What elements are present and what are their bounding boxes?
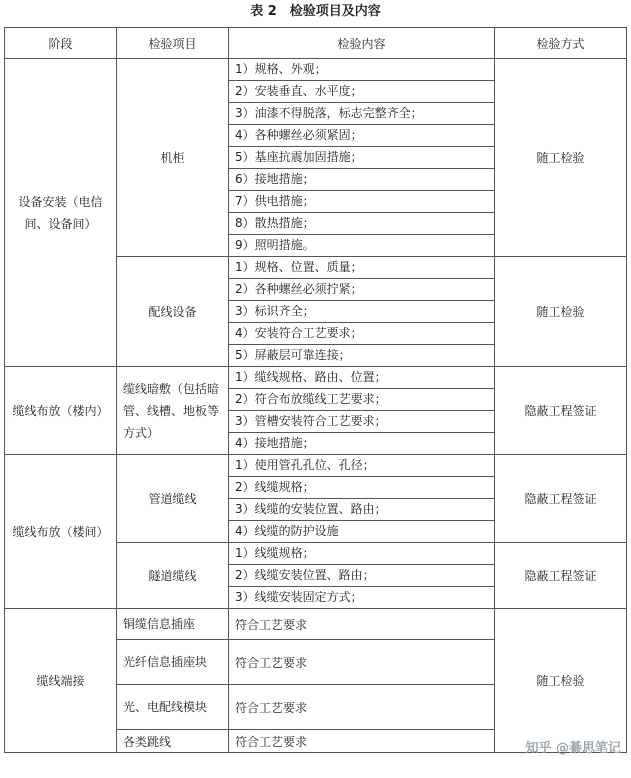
content-cell: 1）规格、位置、质量；	[229, 257, 495, 279]
content-cell: 符合工艺要求	[229, 685, 495, 730]
item-cell: 管道缆线	[117, 455, 229, 543]
content-cell: 1）缆线规格、路由、位置；	[229, 367, 495, 389]
content-cell: 3）线缆安装固定方式；	[229, 587, 495, 609]
content-cell: 3）油漆不得脱落，标志完整齐全；	[229, 103, 495, 125]
table-row	[5, 367, 627, 389]
content-cell: 1）规格、外观；	[229, 59, 495, 81]
table-row	[5, 59, 627, 81]
method-cell: 随工检验	[495, 59, 627, 257]
item-cell: 隧道缆线	[117, 543, 229, 609]
item-cell: 缆线暗敷（包括暗管、线槽、地板等方式）	[117, 367, 229, 455]
item-cell: 机柜	[117, 59, 229, 257]
inspection-table	[4, 27, 627, 753]
content-cell: 2）线缆安装位置、路由；	[229, 565, 495, 587]
method-cell: 隐蔽工程签证	[495, 367, 627, 455]
item-cell: 各类跳线	[117, 730, 229, 753]
content-cell: 2）安装垂直、水平度；	[229, 81, 495, 103]
content-cell: 5）屏蔽层可靠连接；	[229, 345, 495, 367]
content-cell: 2）符合布放缆线工艺要求；	[229, 389, 495, 411]
header-item: 检验项目	[117, 28, 229, 59]
table-title: 表 2 检验项目及内容	[250, 4, 381, 19]
content-cell: 3）管槽安装符合工艺要求；	[229, 411, 495, 433]
method-cell: 隐蔽工程签证	[495, 455, 627, 543]
stage-cell: 设备安装（电信间、设备间）	[5, 59, 117, 367]
content-cell: 1）使用管孔孔位、孔径；	[229, 455, 495, 477]
content-cell: 3）线缆的安装位置、路由；	[229, 499, 495, 521]
content-cell: 4）安装符合工艺要求；	[229, 323, 495, 345]
stage-cell: 缆线布放（楼间）	[5, 455, 117, 609]
method-cell: 随工检验	[495, 257, 627, 367]
item-cell: 光、电配线模块	[117, 685, 229, 730]
content-cell: 7）供电措施；	[229, 191, 495, 213]
header-method: 检验方式	[495, 28, 627, 59]
item-cell: 配线设备	[117, 257, 229, 367]
content-cell: 符合工艺要求	[229, 640, 495, 685]
content-cell: 3）标识齐全；	[229, 301, 495, 323]
method-cell: 随工检验	[495, 609, 627, 753]
content-cell: 9）照明措施。	[229, 235, 495, 257]
item-cell: 光纤信息插座块	[117, 640, 229, 685]
content-cell: 2）线缆规格；	[229, 477, 495, 499]
content-cell: 4）各种螺丝必须紧固；	[229, 125, 495, 147]
content-cell: 6）接地措施；	[229, 169, 495, 191]
content-cell: 1）线缆规格；	[229, 543, 495, 565]
stage-cell: 缆线端接	[5, 609, 117, 753]
method-cell: 隐蔽工程签证	[495, 543, 627, 609]
content-cell: 符合工艺要求	[229, 609, 495, 640]
content-cell: 8）散热措施；	[229, 213, 495, 235]
table-row	[5, 609, 627, 640]
content-cell: 符合工艺要求	[229, 730, 495, 753]
content-cell: 4）线缆的防护设施	[229, 521, 495, 543]
content-cell: 5）基座抗震加固措施；	[229, 147, 495, 169]
item-cell: 铜缆信息插座	[117, 609, 229, 640]
table-row	[5, 455, 627, 477]
watermark: 知乎 @綦思笔记	[525, 741, 621, 756]
stage-cell: 缆线布放（楼内）	[5, 367, 117, 455]
header-stage: 阶段	[5, 28, 117, 59]
header-row	[5, 28, 627, 59]
content-cell: 2）各种螺丝必须拧紧；	[229, 279, 495, 301]
content-cell: 4）接地措施；	[229, 433, 495, 455]
header-content: 检验内容	[229, 28, 495, 59]
